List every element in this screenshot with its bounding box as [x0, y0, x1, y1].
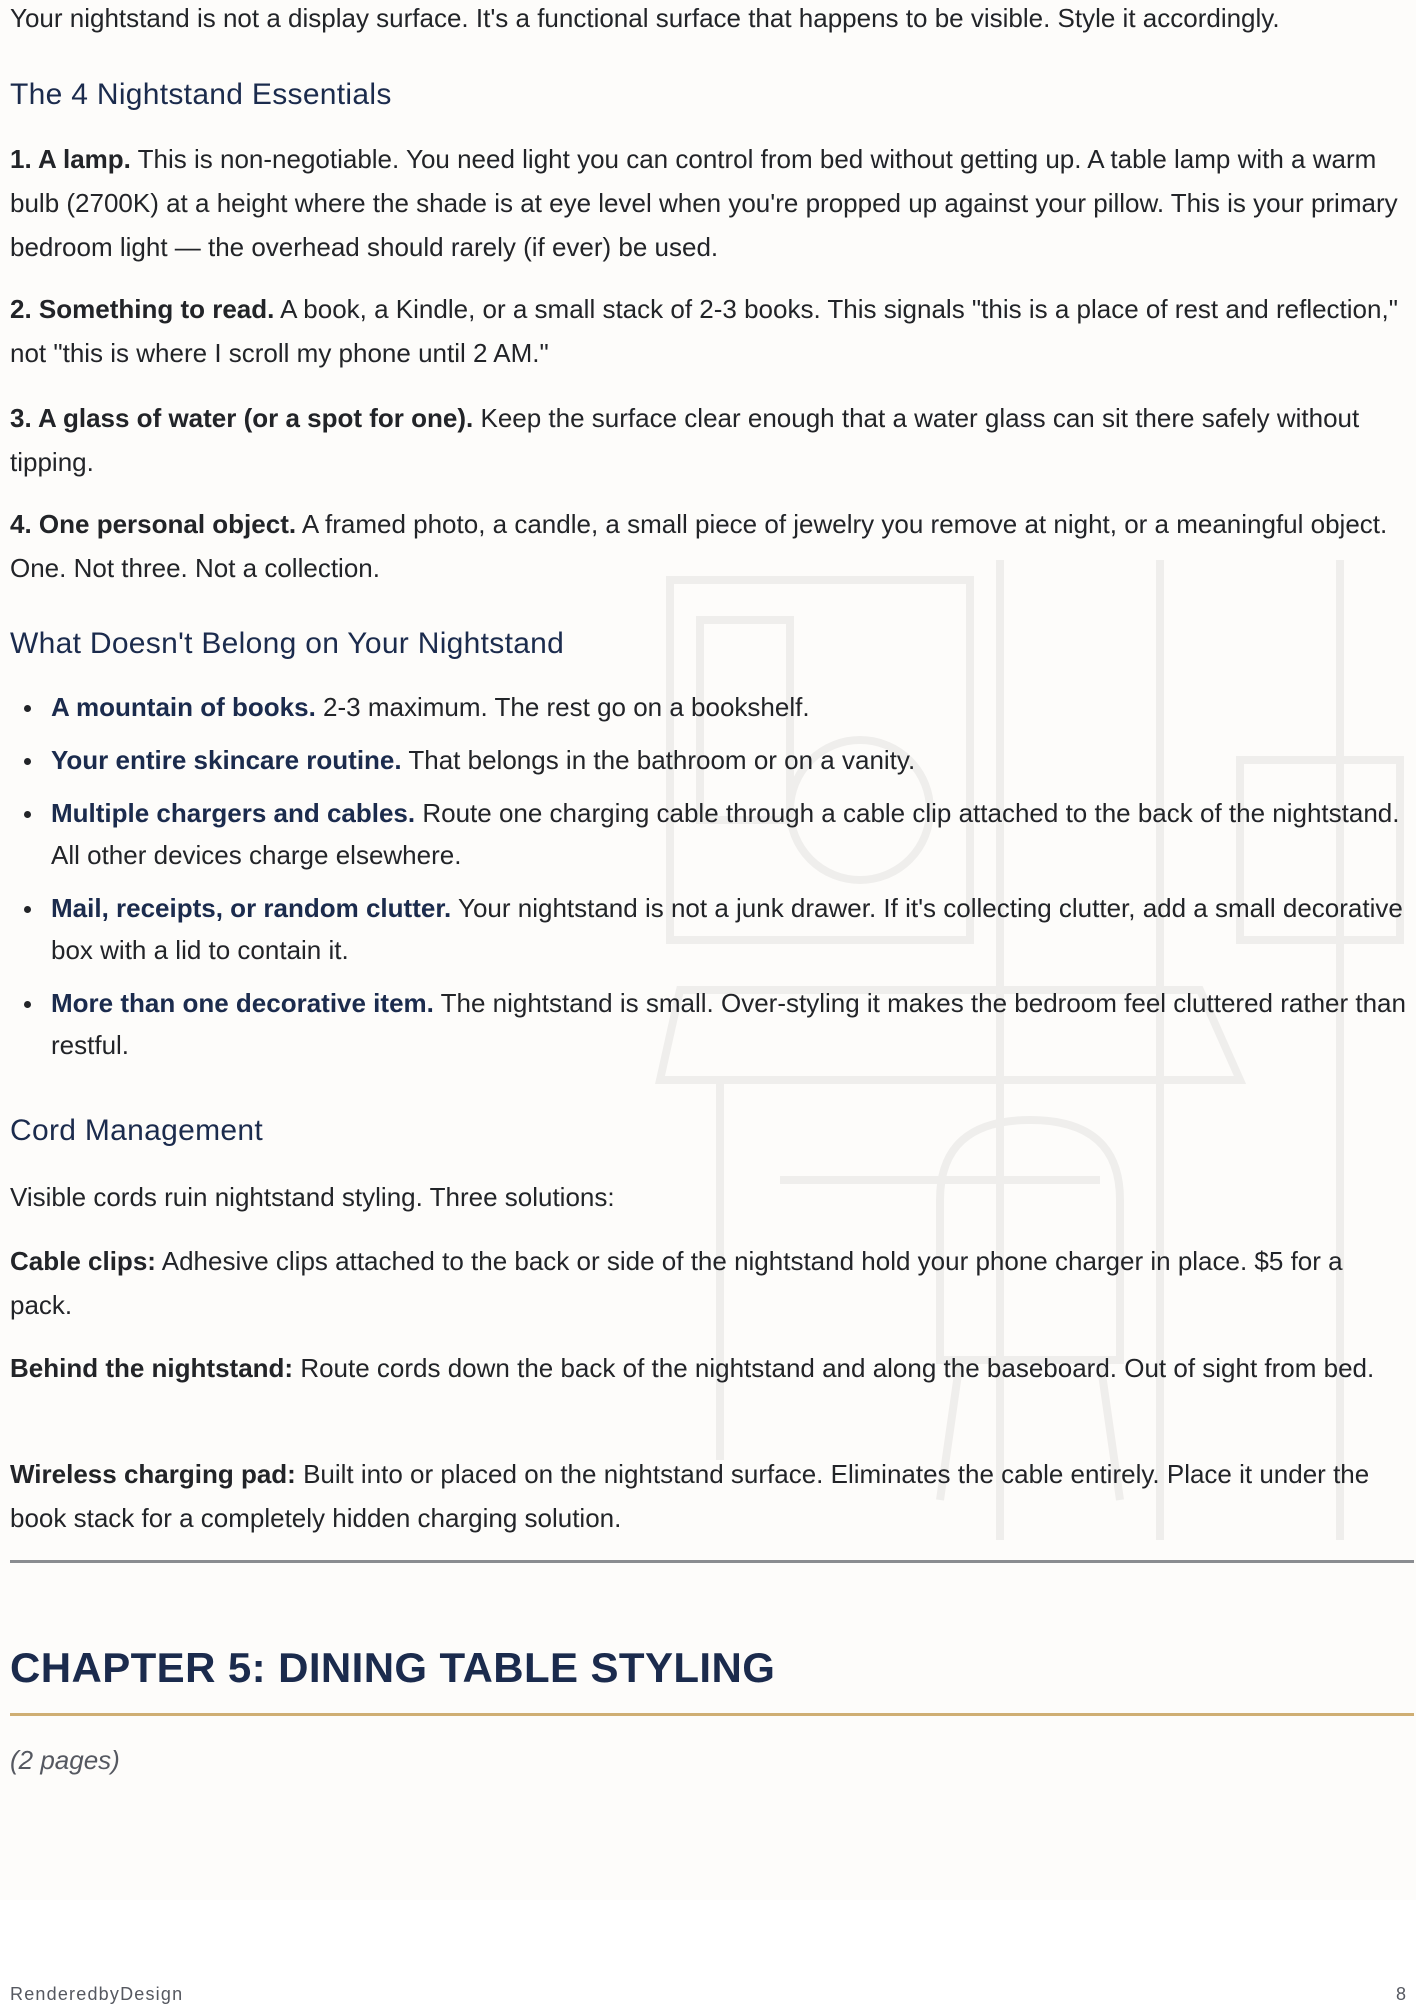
- list-item: [10, 792, 1410, 876]
- essentials-heading: The 4 Nightstand Essentials: [10, 78, 392, 111]
- cord-solution-lead: Behind the nightstand:: [10, 1353, 294, 1383]
- list-item-lead: More than one decorative item.: [51, 988, 434, 1018]
- dont-belong-heading: What Doesn't Belong on Your Nightstand: [10, 627, 565, 660]
- list-item: [10, 887, 1410, 971]
- intro-paragraph: Your nightstand is not a display surface. It's a functional surface that happens to be visible. Style it accordingly.: [10, 3, 1280, 33]
- list-item-text: 2-3 maximum. The rest go on a bookshelf.: [315, 692, 810, 722]
- list-item-lead: Mail, receipts, or random clutter.: [51, 893, 452, 923]
- list-item-lead: A mountain of books.: [51, 692, 316, 722]
- cord-solution-text: Built into or placed on the nightstand surface. Eliminates the cable entirely. Place it under the book stack for a completely hidden charging solution.: [10, 1459, 1370, 1533]
- chapter-underline: [10, 1713, 1414, 1716]
- essential-text: Keep the surface clear enough that a water glass can sit there safely without tipping.: [10, 403, 1360, 477]
- cord-management-heading: Cord Management: [10, 1114, 263, 1147]
- list-item-text: Your nightstand is not a junk drawer. If it's collecting clutter, add a small decorative box with a lid to contain it.: [51, 893, 1403, 965]
- list-item-lead: Multiple chargers and cables.: [51, 798, 416, 828]
- essential-lead: 4. One personal object.: [10, 509, 297, 539]
- essential-lead: 1. A lamp.: [10, 144, 131, 174]
- footer-brand: RenderedbyDesign: [10, 1984, 184, 2004]
- essential-text: This is non-negotiable. You need light you can control from bed without getting up. A table lamp with a warm bulb (2700K) at a height where the shade is at eye level when you're propped up against your pillow. This is your primary bedroom light — the overhead should rarely (if ever) be used.: [10, 144, 1398, 262]
- chapter-title: CHAPTER 5: DINING TABLE STYLING: [10, 1644, 776, 1691]
- list-item-text: The nightstand is small. Over-styling it makes the bedroom feel cluttered rather than restful.: [51, 988, 1406, 1060]
- essential-item-reading: [10, 287, 1410, 375]
- cord-solution-lead: Wireless charging pad:: [10, 1459, 296, 1489]
- list-item-lead: Your entire skincare routine.: [51, 745, 402, 775]
- cord-solution-lead: Cable clips:: [10, 1246, 156, 1276]
- cord-intro: Visible cords ruin nightstand styling. Three solutions:: [10, 1182, 615, 1212]
- list-item: [10, 686, 1410, 728]
- list-item-text: That belongs in the bathroom or on a vanity.: [401, 745, 916, 775]
- dont-belong-list: [10, 686, 1410, 1066]
- cord-solution-cable-clips: [10, 1239, 1410, 1327]
- cord-solution-wireless: [10, 1452, 1410, 1540]
- cord-solution-behind: [10, 1346, 1410, 1390]
- essential-item-lamp: [10, 137, 1410, 269]
- list-item: [10, 982, 1410, 1066]
- essential-lead: 3. A glass of water (or a spot for one).: [10, 403, 474, 433]
- essential-text: A book, a Kindle, or a small stack of 2-3 books. This signals "this is a place of rest and reflection," not "this is where I scroll my phone until 2 AM.": [10, 294, 1398, 368]
- page-number: 8: [1395, 1984, 1406, 2004]
- chapter-pages-note: (2 pages): [10, 1745, 120, 1775]
- cord-solution-text: Adhesive clips attached to the back or side of the nightstand hold your phone charger in place. $5 for a pack.: [10, 1246, 1343, 1320]
- essential-text: A framed photo, a candle, a small piece of jewelry you remove at night, or a meaningful object. One. Not three. Not a collection.: [10, 509, 1388, 583]
- essential-item-water: [10, 396, 1410, 484]
- list-item-text: Route one charging cable through a cable clip attached to the back of the nightstand. All other devices charge elsewhere.: [51, 798, 1400, 870]
- essential-lead: 2. Something to read.: [10, 294, 275, 324]
- cord-solution-text: Route cords down the back of the nightstand and along the baseboard. Out of sight from bed.: [293, 1353, 1375, 1383]
- section-divider: [10, 1560, 1414, 1563]
- list-item: [10, 739, 1410, 781]
- essential-item-personal-object: [10, 502, 1410, 590]
